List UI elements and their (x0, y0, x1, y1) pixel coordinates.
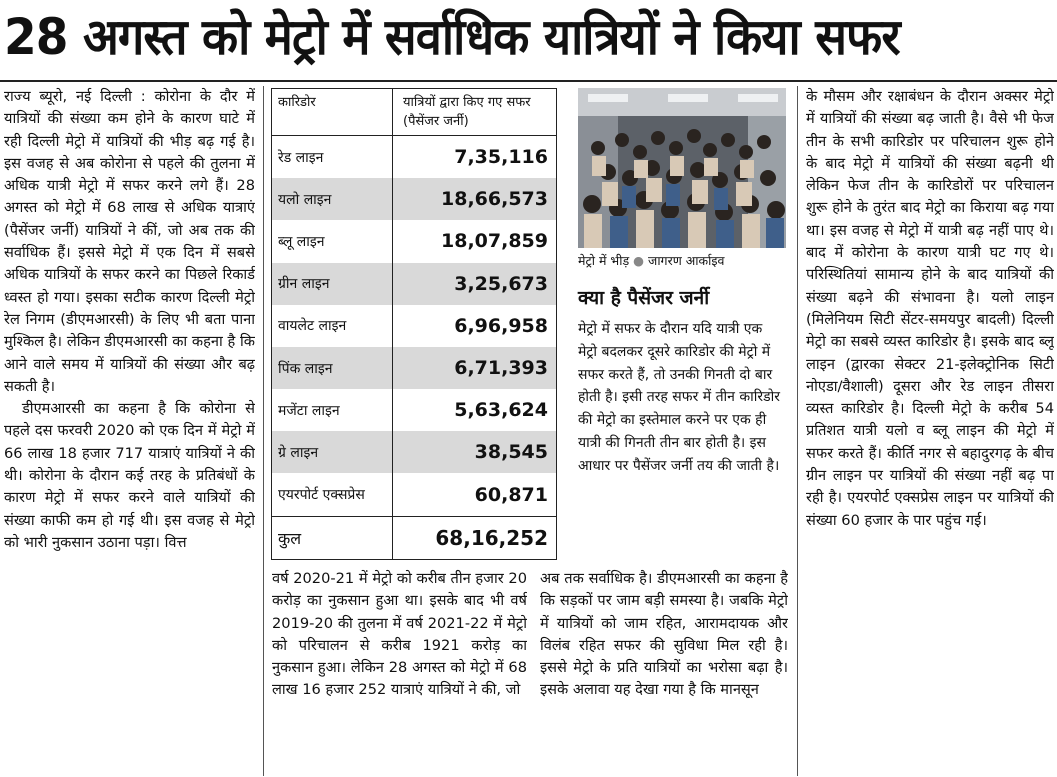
photo-caption-text: मेट्रो में भीड़ (578, 253, 630, 268)
passenger-journeys: 7,35,116 (393, 136, 557, 179)
passenger-journeys: 6,96,958 (393, 305, 557, 347)
headline-rule (0, 80, 1057, 82)
article-column-2 (272, 568, 527, 776)
corridor-name: ब्लू लाइन (278, 233, 325, 250)
table-row (272, 178, 556, 220)
passenger-journeys: 60,871 (393, 473, 557, 516)
article-column-1 (4, 86, 255, 776)
corridor-name: मजेंटा लाइन (278, 402, 340, 419)
corridor-name: वायलेट लाइन (278, 318, 347, 335)
crowd-photo (578, 88, 786, 248)
table-row (272, 347, 556, 389)
camera-dot-icon: ● (633, 253, 645, 268)
table-header-journeys: यात्रियों द्वारा किए गए सफर (पैसेंजर जर्नी) (393, 89, 557, 136)
article-column-4 (806, 86, 1054, 776)
table-row (272, 473, 556, 516)
crowd-photo-image (578, 88, 786, 248)
article-paragraph-5: के मौसम और रक्षाबंधन के दौरान अक्सर मेट्रो में यात्रियों की संख्या बढ़ जाती है। वैसे भी फेज तीन के सभी कारिडोर पर परिचालन शुरू होने के बाद मेट्रो में यात्रियों की संख्या बढ़नी थी लेकिन फेज तीन के कारिडोरों पर परिचालन शुरू होने के तुरंत बाद मेट्रो का किराया बढ़ गया था। इस वजह से मेट्रो में यात्री बढ़ नहीं पाए थे। बाद में कोरोना के कारण यात्री घट गए थे। परिस्थितियां सामान्य होने के बाद यात्रियों की संख्या बढ़ने की संभावना है। यलो लाइन (मिलेनियम सिटी सेंटर-समयपुर बादली) दिल्ली मेट्रो का सबसे व्यस्त कारिडोर है। इसके बाद ब्लू लाइन (द्वारका सेक्टर 21-इलेक्ट्रोनिक सिटी नोएडा/वैशाली) दूसरा और रेड लाइन तीसरा व्यस्त कारिडोर है। दिल्ली मेट्रो के करीब 54 प्रतिशत यात्री यलो व ब्लू लाइन की मेट्रो में सफर करते हैं। कीर्ति नगर से बहादुरगढ़ के बीच ग्रीन लाइन पर यात्रियों की संख्या नहीं बढ़ पा रही है। एयरपोर्ट एक्सप्रेस लाइन पर यात्रियों की संख्या 60 हजार के पार पहुंच गई। (806, 88, 1054, 529)
passenger-journeys: 18,66,573 (393, 178, 557, 220)
headline: 28 अगस्त को मेट्रो में सर्वाधिक यात्रियों ने किया सफर (4, 8, 900, 66)
passenger-journeys: 5,63,624 (393, 389, 557, 431)
table-row (272, 263, 556, 305)
table-row (272, 220, 556, 262)
sidebar-box-text: मेट्रो में सफर के दौरान यदि यात्री एक मेट्रो बदलकर दूसरे कारिडोर की मेट्रो में सफर करते हैं, तो उनकी गिनती दो बार होती है। इसी तरह सफर में तीन कारिडोर की मेट्रो का इस्तेमाल करने पर एक ही यात्री की गिनती तीन बार होती है। इस आधार पर पैसेंजर जर्नी तय की जाती है। (578, 321, 780, 474)
photo-caption (578, 252, 786, 270)
column-divider (263, 86, 264, 776)
table-header-corridor: कारिडोर (272, 89, 393, 136)
table-row (272, 516, 556, 559)
article-paragraph-2: डीएमआरसी का कहना है कि कोरोना से पहले दस फरवरी 2020 को एक दिन में मेट्रो में 66 लाख 18 हजार 717 यात्राएं यात्रियों ने की थी। कोरोना के दौरान कई तरह के प्रतिबंधों के कारण मेट्रो में सफर करने वाले यात्रियों की संख्या काफी कम हो गई थी। इस वजह से मेट्रो को भारी नुकसान उठाना पड़ा। वित्त (4, 400, 255, 551)
corridor-name: एयरपोर्ट एक्सप्रेस (278, 487, 365, 504)
sidebar-box-title: क्या है पैसेंजर जर्नी (578, 287, 710, 309)
corridor-name: ग्रे लाइन (272, 431, 393, 473)
article-paragraph-3: वर्ष 2020-21 में मेट्रो को करीब तीन हजार 20 करोड़ का नुकसान हुआ था। इसके बाद भी वर्ष 2019-20 की तुलना में वर्ष 2021-22 में मेट्रो को परिचालन से करीब 1921 करोड़ का नुकसान हुआ। लेकिन 28 अगस्त को मेट्रो में 68 लाख 16 हजार 252 यात्राएं यात्रियों ने की, जो (272, 570, 527, 699)
passenger-journeys: 3,25,673 (393, 263, 557, 305)
table-row (272, 305, 556, 347)
corridor-name: रेड लाइन (278, 149, 324, 166)
passenger-journeys: 68,16,252 (393, 516, 557, 559)
table-row (272, 389, 556, 431)
column-divider (797, 86, 798, 776)
corridor-name: पिंक लाइन (272, 347, 393, 389)
corridor-table (271, 88, 557, 560)
corridor-name: ग्रीन लाइन (272, 263, 393, 305)
corridor-name: यलो लाइन (272, 178, 393, 220)
corridor-name: कुल (272, 516, 393, 559)
photo-credit: जागरण आर्काइव (648, 253, 725, 268)
passenger-journeys: 6,71,393 (393, 347, 557, 389)
table-row (272, 136, 556, 179)
passenger-journeys: 38,545 (393, 431, 557, 473)
passenger-journeys: 18,07,859 (393, 220, 557, 262)
table-row (272, 431, 556, 473)
article-paragraph-1: राज्य ब्यूरो, नई दिल्ली : कोरोना के दौर में यात्रियों की संख्या कम होने के कारण घाटे में रही दिल्ली मेट्रो में यात्रियों की भीड़ बढ़ गई है। इस वजह से अब कोरोना से पहले की तुलना में अधिक यात्री मेट्रो में सफर करने लगे हैं। 28 अगस्त को मेट्रो में 68 लाख से अधिक यात्राएं (पैसेंजर जर्नी) यात्रियों ने कीं, जो अब तक की सर्वाधिक हैं। इससे मेट्रो में एक दिन में सबसे अधिक यात्रियों के सफर करने का पिछले रिकार्ड ध्वस्त हो गया। इसका सटीक कारण दिल्ली मेट्रो रेल निगम (डीएमआरसी) के लिए भी बता पाना मुश्किल है। लेकिन डीएमआरसी का कहना है कि आने वाले समय में यात्रियों की संख्या और बढ़ सकती है। (4, 88, 255, 395)
article-column-3 (540, 568, 788, 776)
article-paragraph-4: अब तक सर्वाधिक है। डीएमआरसी का कहना है कि सड़कों पर जाम बड़ी समस्या है। जबकि मेट्रो में यात्रियों को जाम रहित, आरामदायक और विलंब रहित सफर की सुविधा मिल रही है। इससे मेट्रो के प्रति यात्रियों का भरोसा बढ़ा है। इसके अलावा यह देखा गया है कि मानसून (540, 570, 788, 699)
